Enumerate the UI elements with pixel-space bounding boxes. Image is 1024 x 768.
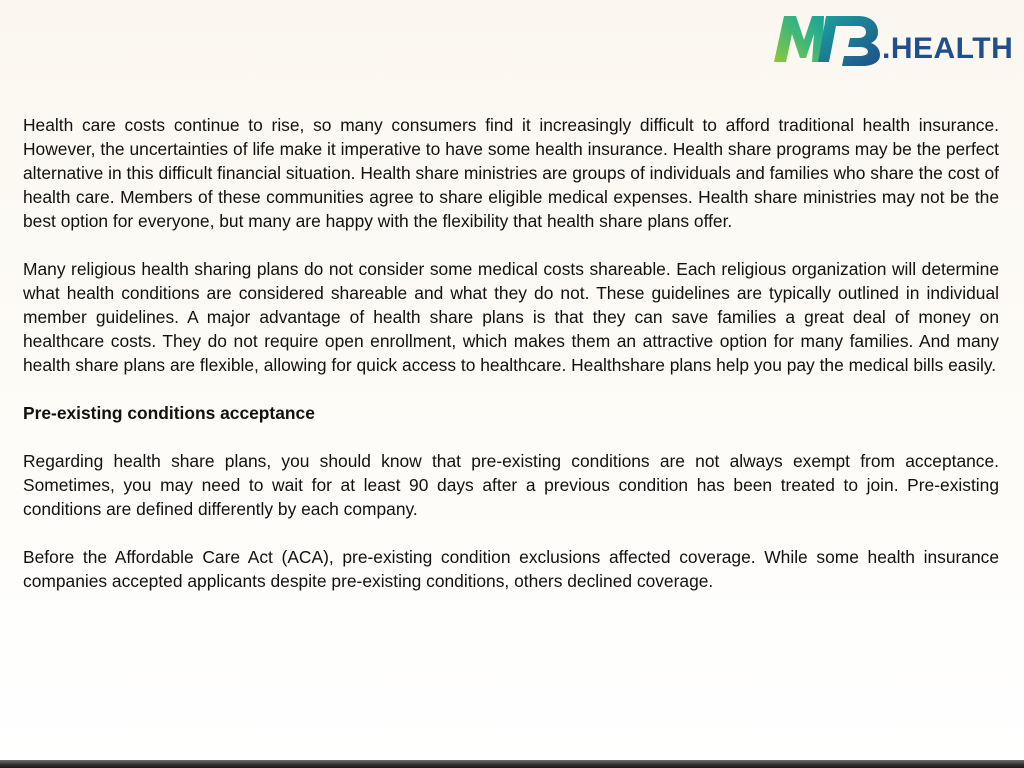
paragraph-religious-plans: Many religious health sharing plans do not consider some medical costs shareable. Each religious organization will determine what health conditions are considered shareable and what they do not. These guidelines are typically outlined in individual member guidelines. A major advantage of health share plans is that they can save families a great deal of money on healthcare costs. They do not require open enrollment, which makes them an attractive option for many families. And many health share plans are flexible, allowing for quick access to healthcare. Healthshare plans help you pay the medical bills easily.: [23, 259, 999, 375]
section-heading: Pre-existing conditions acceptance: [23, 403, 315, 423]
paragraph-aca: Before the Affordable Care Act (ACA), pre-existing condition exclusions affected coverage. While some health insurance companies accepted applicants despite pre-existing conditions, others declined coverage.: [23, 547, 999, 591]
mpb-health-logo: [772, 12, 1014, 66]
bottom-divider: [0, 760, 1024, 768]
logo-wordmark: .HEALTH: [882, 32, 1014, 65]
paragraph-intro: Health care costs continue to rise, so many consumers find it increasingly difficult to afford traditional health insurance. However, the uncertainties of life make it imperative to have some health insurance. Health share programs may be the perfect alternative in this difficult financial situation. Health share ministries are groups of individuals and families who share the cost of health care. Members of these communities agree to share eligible medical expenses. Health share ministries may not be the best option for everyone, but many are happy with the flexibility that health share plans offer.: [23, 115, 999, 231]
paragraph-preexisting: Regarding health share plans, you should know that pre-existing conditions are not always exempt from acceptance. Sometimes, you may need to wait for at least 90 days after a previous condition has been treated to join. Pre-existing conditions are defined differently by each company.: [23, 451, 999, 519]
article-body: [23, 113, 999, 617]
